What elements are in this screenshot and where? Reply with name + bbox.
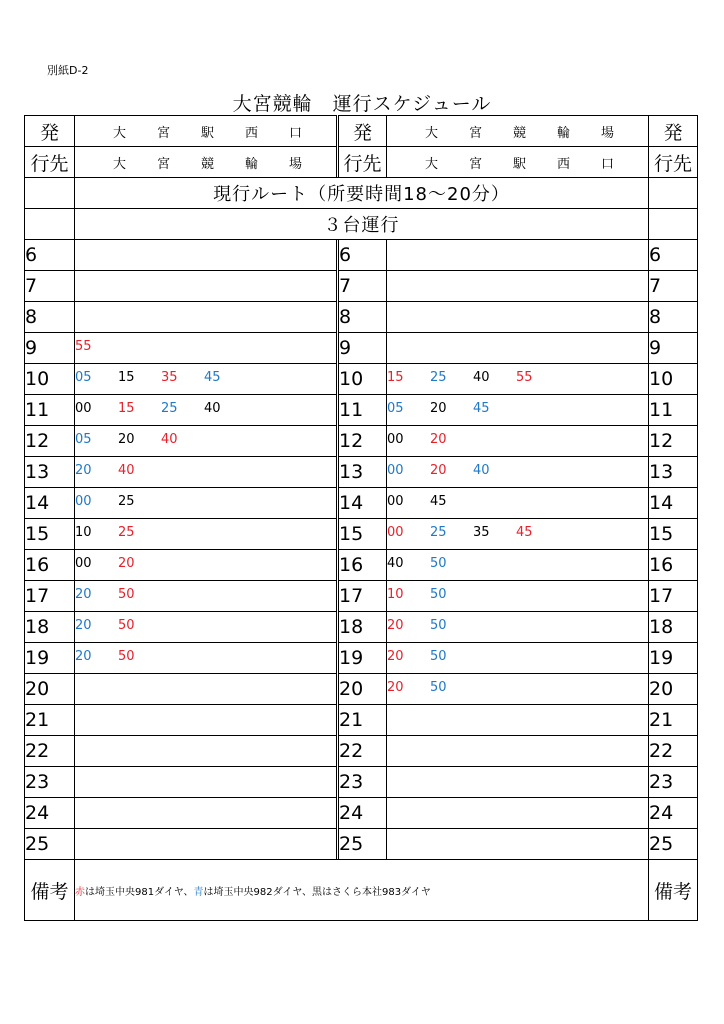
hour-row [25,426,698,457]
hour-right: 11 [649,395,698,426]
departure-minute: 50 [430,617,447,633]
hour-row [25,705,698,736]
right-destination [387,147,649,178]
departure-minute: 55 [516,369,533,385]
right-dest-char: 駅 [512,156,526,172]
departure-minute: 20 [387,679,404,695]
left-dest-char: 場 [288,156,302,172]
vehicles-banner-row [25,209,698,240]
hour-mid: 7 [339,271,387,302]
hour-mid: 16 [339,550,387,581]
departure-minute: 35 [161,369,178,385]
departure-minute: 05 [75,369,92,385]
left-departures [75,302,337,333]
right-departures [387,457,649,488]
departure-minute: 00 [387,462,404,478]
hour-left: 19 [25,643,75,674]
left-departures [75,612,337,643]
hour-left: 18 [25,612,75,643]
right-departures [387,271,649,302]
hour-row [25,736,698,767]
departure-minute: 05 [75,431,92,447]
remarks-segment: は埼玉中央982ダイヤ、黒はさくら本社983ダイヤ [203,886,431,898]
departure-minute: 25 [430,369,447,385]
hour-mid: 23 [339,767,387,798]
right-departures [387,829,649,860]
departure-minute: 20 [387,617,404,633]
right-depart-char: 宮 [468,125,482,141]
hour-right: 10 [649,364,698,395]
hour-row [25,674,698,705]
left-depart-char: 口 [288,125,302,141]
hour-left: 8 [25,302,75,333]
right-depart-char: 輪 [556,125,570,141]
attachment-label: 別紙D-2 [47,64,89,77]
left-departures [75,798,337,829]
dest-label-mid: 行先 [339,147,387,178]
hour-left: 10 [25,364,75,395]
departure-minute: 20 [118,555,135,571]
departure-minute: 20 [75,617,92,633]
hour-left: 24 [25,798,75,829]
left-dest-char: 競 [200,156,214,172]
hour-mid: 13 [339,457,387,488]
right-departures [387,488,649,519]
left-departures [75,767,337,798]
hour-left: 23 [25,767,75,798]
hour-left: 11 [25,395,75,426]
departure-minute: 50 [430,648,447,664]
destination-header-row [25,147,698,178]
departure-minute: 45 [516,524,533,540]
vehicles-banner: ３台運行 [75,209,649,240]
hour-row [25,240,698,271]
right-departures [387,736,649,767]
departure-minute: 20 [75,586,92,602]
hour-row [25,302,698,333]
departure-minute: 15 [118,369,135,385]
right-departures [387,364,649,395]
right-departures [387,550,649,581]
hour-left: 15 [25,519,75,550]
remarks-label-left: 備考 [25,860,75,921]
hour-right: 12 [649,426,698,457]
departure-minute: 15 [387,369,404,385]
departure-minute: 40 [118,462,135,478]
right-departures [387,705,649,736]
hour-row [25,767,698,798]
departure-minute: 25 [161,400,178,416]
left-departures [75,395,337,426]
departure-minute: 00 [75,493,92,509]
hour-left: 6 [25,240,75,271]
departure-minute: 50 [118,617,135,633]
left-departures [75,643,337,674]
depart-label-left: 発 [25,116,75,147]
left-depart-char: 駅 [200,125,214,141]
hour-right: 24 [649,798,698,829]
right-departures [387,395,649,426]
departure-minute: 45 [473,400,490,416]
hour-mid: 17 [339,581,387,612]
hour-right: 13 [649,457,698,488]
right-depart-char: 場 [600,125,614,141]
hour-mid: 21 [339,705,387,736]
hour-left: 16 [25,550,75,581]
right-dest-char: 宮 [468,156,482,172]
departure-minute: 45 [430,493,447,509]
hour-right: 18 [649,612,698,643]
departure-minute: 40 [161,431,178,447]
hour-mid: 8 [339,302,387,333]
hour-right: 16 [649,550,698,581]
hour-right: 19 [649,643,698,674]
departure-minute: 25 [430,524,447,540]
hour-mid: 19 [339,643,387,674]
hour-left: 12 [25,426,75,457]
right-departures [387,581,649,612]
dest-label-right: 行先 [649,147,698,178]
remarks-segment: 青 [193,886,204,898]
route-banner: 現行ルート（所要時間18～20分） [75,178,649,209]
left-depart-char: 西 [244,125,258,141]
departure-minute: 20 [430,431,447,447]
hour-row [25,271,698,302]
departure-minute: 00 [387,493,404,509]
right-departures [387,519,649,550]
departure-minute: 25 [118,493,135,509]
hour-right: 21 [649,705,698,736]
schedule-table [24,115,698,921]
hour-row [25,643,698,674]
departure-minute: 15 [118,400,135,416]
left-dest-char: 宮 [156,156,170,172]
departure-minute: 20 [75,462,92,478]
right-dest-char: 大 [425,156,439,172]
hour-right: 20 [649,674,698,705]
left-departures [75,829,337,860]
hour-row [25,581,698,612]
left-departures [75,426,337,457]
hour-mid: 12 [339,426,387,457]
departure-minute: 40 [387,555,404,571]
departure-minute: 50 [430,586,447,602]
departure-minute: 50 [430,679,447,695]
right-departures [387,426,649,457]
hour-mid: 10 [339,364,387,395]
right-departures [387,643,649,674]
hour-row [25,612,698,643]
departure-minute: 20 [118,431,135,447]
departure-minute: 00 [387,524,404,540]
depart-header-row [25,116,698,147]
left-depart-char: 大 [113,125,127,141]
route-banner-row [25,178,698,209]
hour-right: 6 [649,240,698,271]
left-depart-char: 宮 [156,125,170,141]
left-departures [75,519,337,550]
departure-minute: 45 [204,369,221,385]
left-dest-char: 大 [113,156,127,172]
departure-minute: 50 [118,648,135,664]
remarks-segment: 赤 [75,886,85,898]
remarks-row [25,860,698,921]
hour-row [25,395,698,426]
depart-label-mid: 発 [339,116,387,147]
hour-mid: 20 [339,674,387,705]
departure-minute: 40 [204,400,221,416]
left-departures [75,333,337,364]
page-title: 大宮競輪 運行スケジュール [232,93,492,115]
hour-row [25,488,698,519]
right-dest-char: 西 [556,156,570,172]
right-depart-char: 競 [512,125,526,141]
hour-right: 9 [649,333,698,364]
hour-mid: 25 [339,829,387,860]
left-departures [75,581,337,612]
hour-left: 17 [25,581,75,612]
hour-mid: 6 [339,240,387,271]
hour-mid: 24 [339,798,387,829]
departure-minute: 00 [75,400,92,416]
departure-minute: 10 [75,524,92,540]
right-departures [387,798,649,829]
hour-mid: 22 [339,736,387,767]
departure-minute: 35 [473,524,490,540]
hour-right: 15 [649,519,698,550]
left-departures [75,271,337,302]
right-departures [387,767,649,798]
hour-right: 23 [649,767,698,798]
hour-row [25,550,698,581]
hour-left: 7 [25,271,75,302]
left-dest-char: 輪 [244,156,258,172]
hour-mid: 11 [339,395,387,426]
hour-right: 7 [649,271,698,302]
hour-mid: 15 [339,519,387,550]
departure-minute: 20 [75,648,92,664]
depart-label-right: 発 [649,116,698,147]
right-departures [387,302,649,333]
hour-right: 25 [649,829,698,860]
left-departures [75,488,337,519]
left-departures [75,240,337,271]
departure-minute: 00 [387,431,404,447]
left-departures [75,736,337,767]
hour-row [25,798,698,829]
departure-minute: 40 [473,369,490,385]
hour-left: 25 [25,829,75,860]
departure-minute: 55 [75,338,92,354]
left-destination [75,147,337,178]
dest-label-left: 行先 [25,147,75,178]
hour-left: 20 [25,674,75,705]
left-departures [75,364,337,395]
hour-mid: 14 [339,488,387,519]
hour-left: 9 [25,333,75,364]
departure-minute: 20 [387,648,404,664]
hour-row [25,829,698,860]
hour-left: 13 [25,457,75,488]
right-depart-char: 大 [425,125,439,141]
departure-minute: 50 [118,586,135,602]
remarks-text [75,860,649,921]
departure-minute: 40 [473,462,490,478]
hour-row [25,519,698,550]
hour-row [25,333,698,364]
right-depart-station [387,116,649,147]
left-departures [75,457,337,488]
right-dest-char: 口 [600,156,614,172]
hour-row [25,364,698,395]
departure-minute: 25 [118,524,135,540]
departure-minute: 50 [430,555,447,571]
hour-right: 22 [649,736,698,767]
hour-mid: 18 [339,612,387,643]
hour-row [25,457,698,488]
right-departures [387,674,649,705]
left-departures [75,705,337,736]
right-departures [387,333,649,364]
right-departures [387,240,649,271]
remarks-label-right: 備考 [649,860,698,921]
hour-left: 21 [25,705,75,736]
departure-minute: 20 [430,462,447,478]
right-departures [387,612,649,643]
departure-minute: 20 [430,400,447,416]
remarks-segment: は埼玉中央981ダイヤ、 [85,886,194,898]
departure-minute: 00 [75,555,92,571]
left-departures [75,550,337,581]
hour-right: 14 [649,488,698,519]
hour-left: 22 [25,736,75,767]
hour-mid: 9 [339,333,387,364]
hour-right: 17 [649,581,698,612]
departure-minute: 10 [387,586,404,602]
left-departures [75,674,337,705]
hour-right: 8 [649,302,698,333]
left-depart-station [75,116,337,147]
departure-minute: 05 [387,400,404,416]
hour-left: 14 [25,488,75,519]
